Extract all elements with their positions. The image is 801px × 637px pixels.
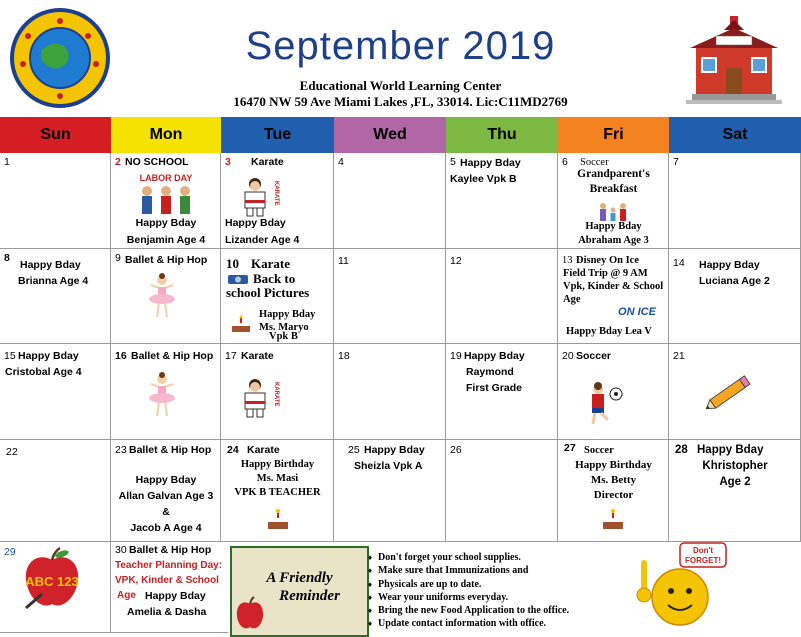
- day-cell-30: [111, 542, 228, 633]
- day-number: 25: [348, 444, 360, 456]
- schoolhouse-icon: [686, 14, 782, 110]
- day-number: 15: [4, 350, 16, 362]
- soccer-player-icon: [584, 382, 624, 426]
- birthday-text: Happy Bday: [20, 259, 81, 271]
- day-cell-28: [669, 440, 801, 542]
- day-number: 19: [450, 350, 462, 362]
- birthday-text: Happy Bday: [18, 350, 79, 362]
- reminder-title-2: Reminder: [279, 588, 340, 604]
- event-title: Breakfast: [589, 183, 638, 195]
- birthday-name: Allan Galvan Age 3: [118, 490, 214, 502]
- event-text: Karate: [241, 350, 274, 362]
- birthday-name: Amelia & Dasha: [127, 606, 207, 618]
- camera-icon: [227, 273, 249, 285]
- weekday-fri: Fri: [558, 117, 669, 153]
- karate-art-text: KARATE: [273, 181, 279, 206]
- birthday-class: Vpk B: [269, 331, 298, 342]
- disney-on-ice-icon: [608, 299, 666, 321]
- birthday-name: Abraham Age 3: [578, 235, 649, 246]
- day-number: 11: [338, 255, 349, 267]
- planning-day-text: VPK, Kinder & School: [115, 575, 219, 586]
- day-number: 28: [675, 444, 688, 456]
- day-cell-16: [111, 344, 221, 440]
- day-number: 27: [564, 442, 576, 454]
- birthday-text: Happy Bday: [699, 259, 760, 271]
- birthday-text: Happy Bday: [460, 157, 521, 169]
- day-cell-17: [221, 344, 334, 440]
- day-cell-27: [558, 440, 669, 542]
- event-text: Soccer: [584, 445, 614, 456]
- day-cell-23: [111, 440, 221, 542]
- birthday-role: Director: [593, 489, 634, 501]
- birthday-name: Ms. Maryo: [259, 322, 309, 333]
- birthday-text: Happy Bday: [364, 444, 425, 456]
- ballerina-icon: [145, 273, 179, 319]
- birthday-name: Ms. Betty: [590, 474, 637, 486]
- page-title: September 2019: [245, 24, 556, 68]
- planning-day-text: Teacher Planning Day:: [115, 560, 223, 571]
- day-cell-2: [111, 153, 221, 249]
- birthday-text: Happy Bday: [464, 350, 525, 362]
- day-number: 1: [4, 156, 10, 168]
- day-number: 24: [227, 444, 239, 456]
- ballerina-icon: [145, 372, 179, 418]
- birthday-name: Ms. Masi: [256, 473, 299, 484]
- birthday-cake-icon: [600, 508, 626, 530]
- birthday-text: Happy Bday: [697, 444, 764, 456]
- weekday-sat: Sat: [669, 117, 801, 153]
- note-item: ♦ Physicals are up to date.: [368, 578, 638, 591]
- event-text: Ballet & Hip Hop: [129, 444, 212, 456]
- apple-icon: [236, 596, 264, 630]
- reminder-notes: [368, 551, 638, 631]
- day-number: 17: [225, 350, 237, 362]
- note-item: ♦ Update contact information with office.: [368, 617, 638, 630]
- day-number: 18: [338, 350, 350, 362]
- day-cell-20: [558, 344, 669, 440]
- birthday-name: Benjamin Age 4: [126, 234, 206, 246]
- day-number: 10: [226, 256, 239, 271]
- weekday-sun: Sun: [0, 117, 111, 153]
- birthday-name: Cristobal Age 4: [5, 366, 82, 378]
- event-text: Karate: [251, 256, 290, 271]
- day-number: 22: [6, 446, 18, 458]
- day-number: 21: [673, 350, 685, 362]
- day-number: 8: [4, 252, 10, 264]
- event-title: Grandparent's: [577, 168, 650, 180]
- birthday-text: Happy Birthday: [240, 459, 315, 470]
- birthday-text: Happy Bday: [225, 217, 286, 229]
- calendar-header: [0, 0, 801, 115]
- day-number: 13: [562, 255, 573, 266]
- day-cell-8: [0, 249, 111, 344]
- day-number: 3: [225, 156, 231, 168]
- day-number: 14: [673, 257, 685, 269]
- pencil-icon: [703, 370, 757, 414]
- karate-icon: [239, 175, 283, 217]
- labor-day-art-text: LABOR DAY: [139, 173, 193, 183]
- event-text: NO SCHOOL: [125, 156, 189, 168]
- day-number: 9: [115, 252, 121, 264]
- day-number: 2: [115, 156, 121, 168]
- weekday-header-row: [0, 117, 801, 153]
- day-number: 7: [673, 156, 679, 168]
- note-item: ♦ Wear your uniforms everyday.: [368, 591, 638, 604]
- day-number: 12: [450, 255, 462, 267]
- day-number: 16: [115, 350, 127, 362]
- day-cell-13: [558, 249, 669, 344]
- on-ice-art-text: ON ICE: [618, 306, 656, 318]
- day-cell-18: [334, 344, 446, 440]
- day-number: 23: [115, 444, 127, 456]
- event-text: Age: [563, 294, 581, 305]
- birthday-role: VPK B TEACHER: [234, 487, 321, 498]
- event-text: Vpk, Kinder & School: [563, 281, 664, 292]
- birthday-text: Happy Bday Lea V: [566, 326, 652, 337]
- karate-art-text: KARATE: [273, 382, 279, 407]
- birthday-detail: First Grade: [466, 382, 523, 394]
- day-cell-1: [0, 153, 111, 249]
- reminder-title-1: A Friendly: [266, 570, 333, 586]
- labor-day-icon: [133, 171, 199, 217]
- birthday-name: Khristopher: [702, 460, 768, 472]
- weekday-mon: Mon: [111, 117, 221, 153]
- friendly-reminder-card: [230, 546, 369, 637]
- birthday-text: Happy Bday: [259, 309, 316, 320]
- event-text: Disney On Ice: [576, 255, 639, 266]
- day-cell-29: [0, 542, 111, 633]
- day-number: 4: [338, 156, 344, 168]
- day-cell-5: [446, 153, 558, 249]
- apple-art-text: ABC 123: [25, 574, 79, 589]
- event-text: school Pictures: [226, 285, 310, 300]
- birthday-cake-icon: [265, 508, 291, 530]
- day-cell-12: [446, 249, 558, 344]
- weekday-thu: Thu: [446, 117, 558, 153]
- birthday-name: Sheizla Vpk A: [354, 460, 423, 472]
- birthday-text: Happy Birthday: [575, 459, 652, 471]
- day-number: 6: [562, 156, 568, 168]
- note-item: ♦ Bring the new Food Application to the office.: [368, 604, 638, 617]
- day-cell-24: [221, 440, 334, 542]
- day-number: 29: [4, 546, 16, 558]
- school-address: 16470 NW 59 Ave Miami Lakes ,FL, 33014. Lic:C11MD2769: [233, 94, 568, 109]
- dont-forget-text-1: Don't: [692, 546, 714, 555]
- event-text: Karate: [251, 156, 284, 168]
- event-text: Soccer: [576, 350, 612, 362]
- birthday-text: Happy Bday: [135, 217, 197, 229]
- day-cell-3: [221, 153, 334, 249]
- event-text: Ballet & Hip Hop: [129, 544, 212, 556]
- day-cell-22: [0, 440, 111, 542]
- day-cell-11: [334, 249, 446, 344]
- birthday-name: Raymond: [466, 366, 514, 378]
- weekday-tue: Tue: [221, 117, 334, 153]
- day-cell-7: [669, 153, 801, 249]
- birthday-name: Kaylee Vpk B: [450, 173, 517, 185]
- day-cell-15: [0, 344, 111, 440]
- day-cell-19: [446, 344, 558, 440]
- note-item: ♦ Make sure that Immunizations and: [368, 564, 638, 577]
- day-cell-9: [111, 249, 221, 344]
- event-text: Karate: [247, 444, 280, 456]
- day-number: 30: [115, 544, 127, 556]
- karate-icon: [239, 376, 283, 418]
- note-item: ♦ Don't forget your school supplies.: [368, 551, 638, 564]
- event-text: Ballet & Hip Hop: [125, 254, 208, 266]
- birthday-name: Brianna Age 4: [18, 275, 89, 287]
- planning-day-text: Age: [117, 590, 136, 601]
- birthday-cake-icon: [229, 315, 253, 333]
- event-text: Soccer: [580, 157, 609, 168]
- day-cell-6: [558, 153, 669, 249]
- birthday-name: Lizander Age 4: [225, 234, 300, 246]
- school-name: Educational World Learning Center: [299, 78, 502, 93]
- birthday-name: Jacob A Age 4: [130, 522, 202, 534]
- birthday-ampersand: &: [162, 506, 170, 518]
- day-cell-25: [334, 440, 446, 542]
- event-text: Back to: [253, 271, 296, 286]
- birthday-name: Luciana Age 2: [699, 275, 770, 287]
- day-cell-4: [334, 153, 446, 249]
- birthday-text: Happy Bday: [585, 221, 642, 232]
- calendar-grid: [0, 153, 801, 633]
- dont-forget-text-2: FORGET!: [685, 556, 721, 565]
- birthday-age: Age 2: [719, 476, 751, 488]
- birthday-text: Happy Bday: [135, 474, 197, 486]
- event-text: Ballet & Hip Hop: [131, 350, 214, 362]
- birthday-text: Happy Bday: [145, 590, 206, 602]
- day-number: 26: [450, 444, 462, 456]
- day-cell-21: [669, 344, 801, 440]
- day-cell-10: [221, 249, 334, 344]
- event-text: Field Trip @ 9 AM: [563, 268, 648, 279]
- day-number: 5: [450, 156, 456, 168]
- apple-abc-icon: [20, 546, 84, 612]
- dont-forget-icon: [630, 541, 730, 631]
- day-number: 20: [562, 350, 574, 362]
- day-cell-26: [446, 440, 558, 542]
- day-cell-14: [669, 249, 801, 344]
- weekday-wed: Wed: [334, 117, 446, 153]
